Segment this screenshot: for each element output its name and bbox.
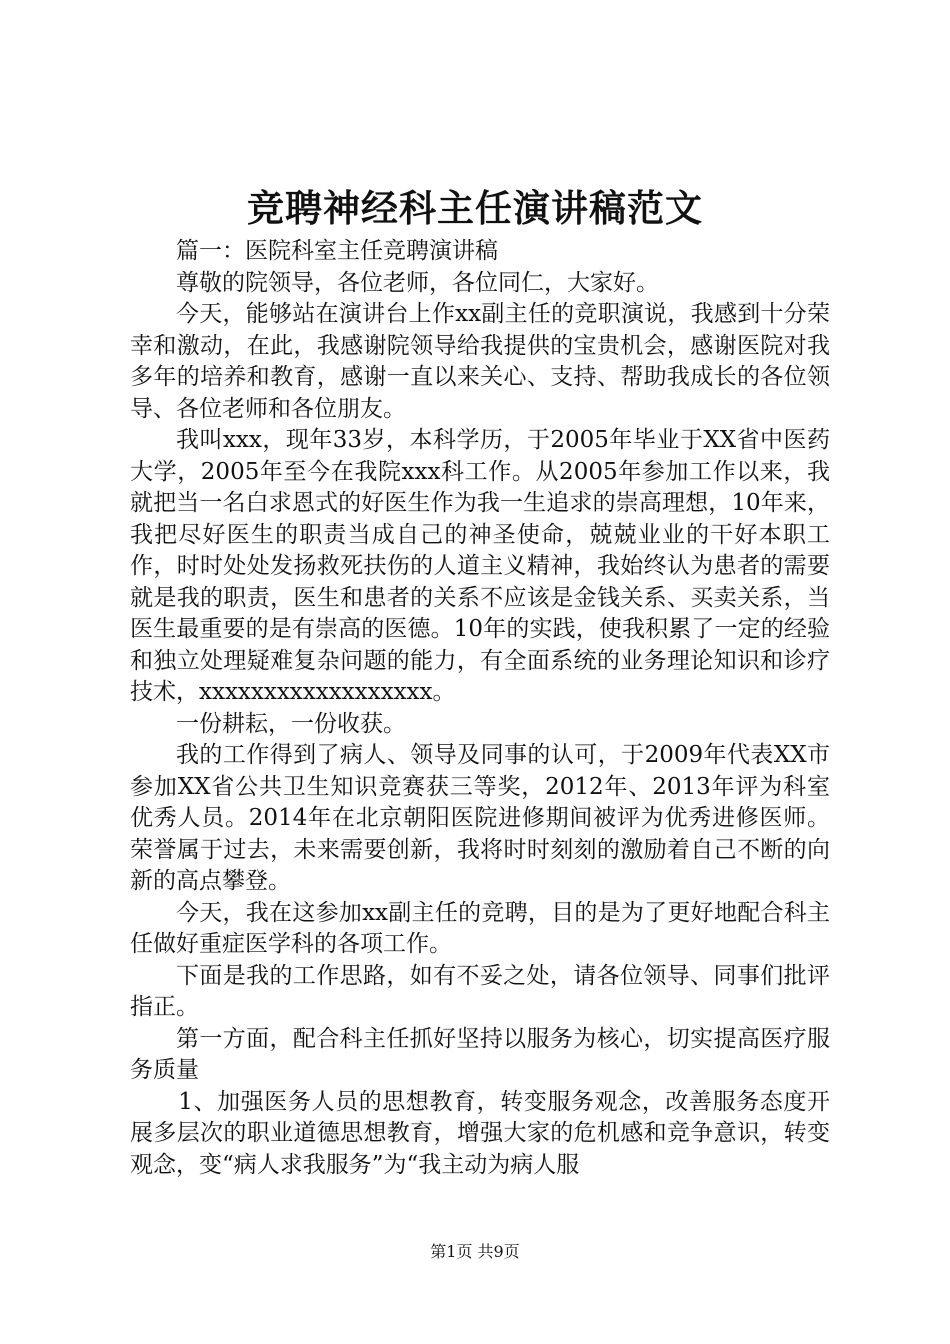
paragraph-short: 一份耕耘，一份收获。 xyxy=(176,710,406,737)
document-title: 竞聘神经科主任演讲稿范文 xyxy=(247,186,703,230)
paragraph-section-heading: 篇一：医院科室主任竞聘演讲稿 xyxy=(176,238,498,264)
paragraph-purpose: 今天，我在这参加xx副主任的竞聘，目的是为了更好地配合科主任做好重症医学科的各项工作。 xyxy=(130,899,830,957)
paragraph-achievements: 我的工作得到了病人、领导及同事的认可，于2009年代表XX市参加XX省公共卫生知识竞赛获三等奖，2012年、2013年评为科室优秀人员。2014年在北京朝阳医院进修期间被评为优秀进修医师。荣誉属于过去，未来需要创新，我将时时刻刻的激励着自己不断的向新的高点攀登。 xyxy=(130,742,830,894)
page-footer: 第1页 共9页 xyxy=(430,1242,520,1261)
paragraph-greeting: 尊敬的院领导，各位老师，各位同仁，大家好。 xyxy=(176,269,659,296)
document-body xyxy=(130,236,830,1181)
paragraph-first-aspect: 第一方面，配合科主任抓好坚持以服务为核心，切实提高医疗服务质量 xyxy=(130,1025,830,1083)
paragraph-item-1: 1、加强医务人员的思想教育，转变服务观念，改善服务态度开展多层次的职业道德思想教育，增强大家的危机感和竞争意识，转变观念，变“病人求我服务”为“我主动为病人服 xyxy=(130,1088,830,1178)
paragraph-work-ideas: 下面是我的工作思路，如有不妥之处，请各位领导、同事们批评指正。 xyxy=(130,962,830,1020)
paragraph-introduction: 我叫xxx，现年33岁，本科学历，于2005年毕业于XX省中医药大学，2005年至今在我院xxx科工作。从2005年参加工作以来，我就把当一名白求恩式的好医生作为我一生追求的崇高理想，10年来，我把尽好医生的职责当成自己的神圣使命，兢兢业业的干好本职工作，时时处处发扬救死扶伤的人道主义精神，我始终认为患者的需要就是我的职责，医生和患者的关系不应该是金钱关系、买卖关系，当医生最重要的是有崇高的医德。10年的实践，使我积累了一定的经验和独立处理疑难复杂问题的能力，有全面系统的业务理论知识和诊疗技术，xxxxxxxxxxxxxxxxxx。 xyxy=(130,427,830,705)
paragraph-thanks: 今天，能够站在演讲台上作xx副主任的竞职演说，我感到十分荣幸和激动，在此，我感谢院领导给我提供的宝贵机会，感谢医院对我多年的培养和教育，感谢一直以来关心、支持、帮助我成长的各位领导、各位老师和各位朋友。 xyxy=(130,301,830,422)
